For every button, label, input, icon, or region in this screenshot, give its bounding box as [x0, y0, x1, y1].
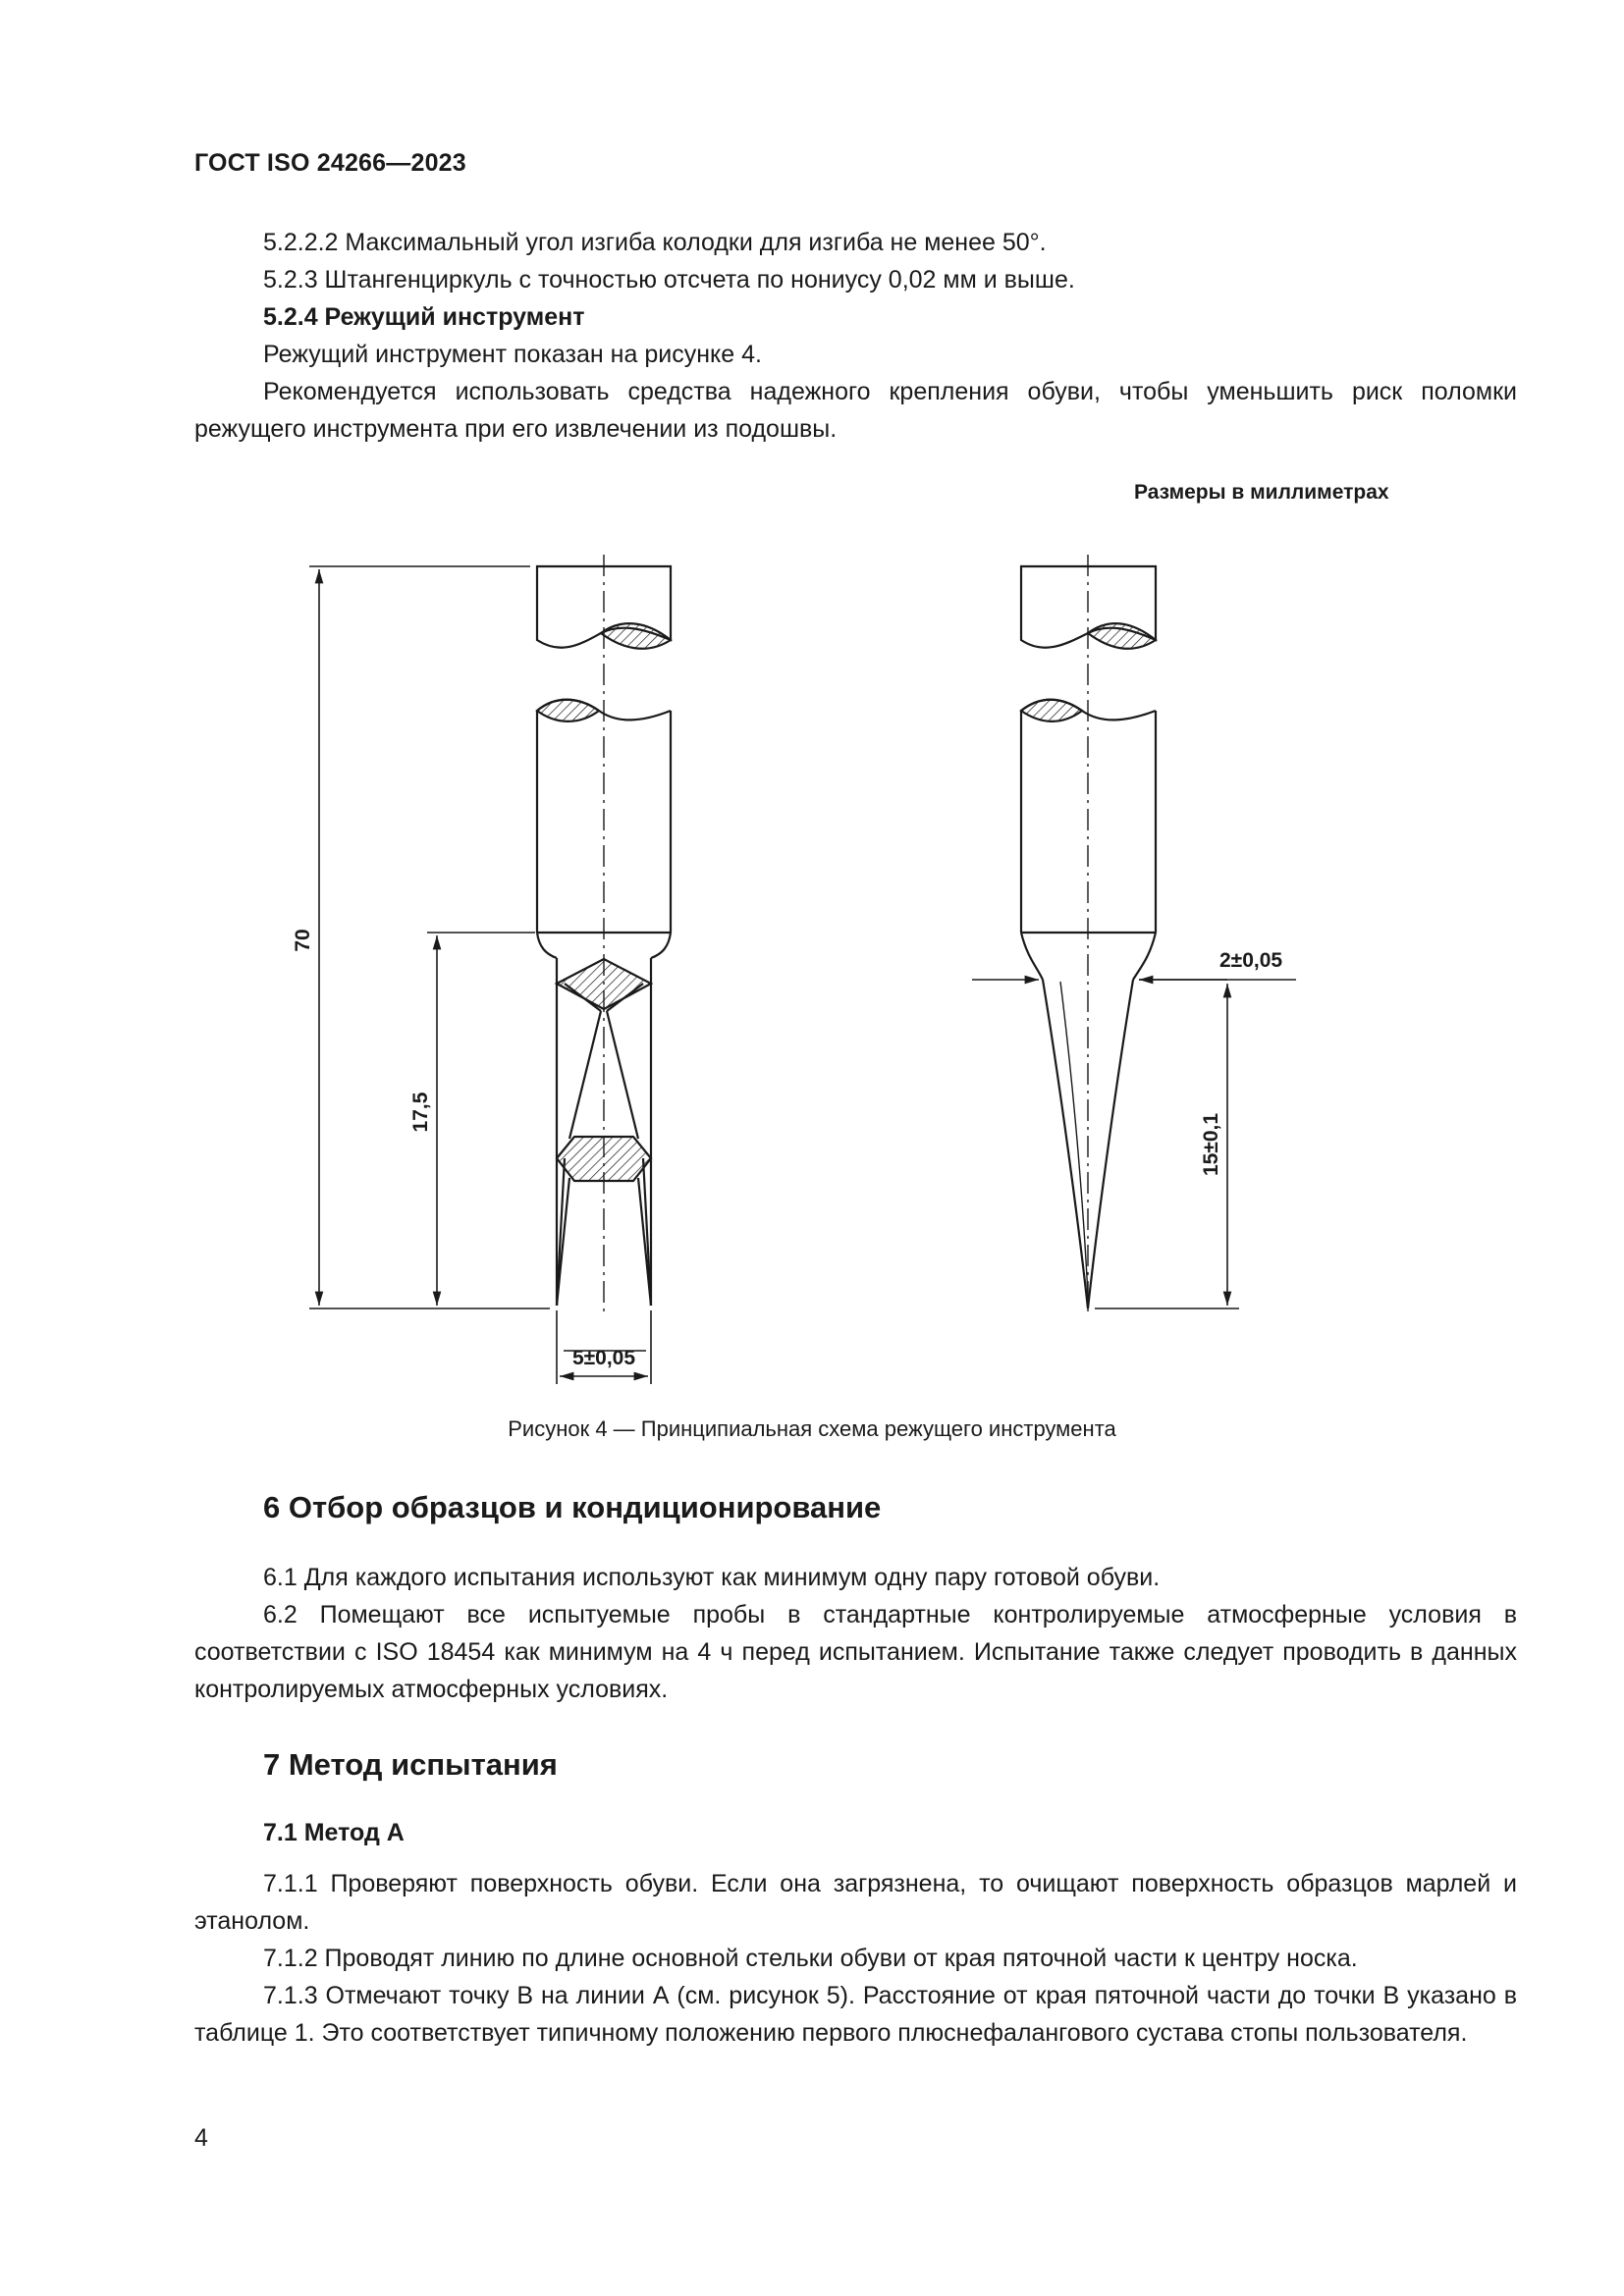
document-code-header: ГОСТ ISO 24266—2023 [194, 149, 466, 177]
section-6-title: 6 Отбор образцов и кондиционирование [263, 1490, 882, 1524]
paragraph-5-2-3: 5.2.3 Штангенциркуль с точностью отсчета по нониусу 0,02 мм и выше. [263, 266, 1075, 294]
section-7-title: 7 Метод испытания [263, 1747, 558, 1782]
right-dimensions [972, 980, 1296, 1308]
paragraph-figure-reference: Режущий инструмент показан на рисунке 4. [263, 341, 762, 368]
paragraph-7-1-3: 7.1.3 Отмечают точку В на линии А (см. рисунок 5). Расстояние от края пяточной части до точки В указано в таблице 1. Это соответствует типичному положению первого плюснефалангового сустава стопы пользователя. [194, 1982, 1517, 2047]
paragraph-recommendation: Рекомендуется использовать средства надежного крепления обуви, чтобы уменьшить риск поломки режущего инструмента при его извлечении из подошвы. [194, 378, 1517, 443]
left-view [537, 555, 671, 1315]
right-view [1021, 555, 1156, 1315]
paragraph-7-1-1: 7.1.1 Проверяют поверхность обуви. Если она загрязнена, то очищают поверхность образцов марлей и этанолом. [194, 1870, 1517, 1935]
paragraph-6-2: 6.2 Помещают все испытуемые пробы в стандартные контролируемые атмосферные условия в соответствии с ISO 18454 как минимум на 4 ч перед испытанием. Испытание также следует проводить в данных контролируемых атмосферных условиях. [194, 1601, 1517, 1703]
page-number: 4 [194, 2124, 208, 2152]
figure-units-note: Размеры в миллиметрах [1134, 481, 1389, 504]
paragraph-7-1-2: 7.1.2 Проводят линию по длине основной стельки обуви от края пяточной части к центру носка. [263, 1945, 1358, 1972]
dimension-blade-length: 17,5 [409, 1092, 432, 1133]
section-7-body [194, 1865, 1517, 2052]
dimension-taper-length: 15±0,1 [1200, 1112, 1222, 1177]
dimension-tip-offset: 2±0,05 [1219, 949, 1283, 972]
subsection-7-1-title: 7.1 Метод А [263, 1819, 405, 1846]
paragraph-5-2-2-2: 5.2.2.2 Максимальный угол изгиба колодки для изгиба не менее 50°. [263, 229, 1047, 256]
section-6-body [194, 1559, 1517, 1708]
dimension-width: 5±0,05 [571, 1347, 636, 1369]
paragraph-6-1: 6.1 Для каждого испытания используют как минимум одну пару готовой обуви. [263, 1564, 1161, 1591]
heading-5-2-4: 5.2.4 Режущий инструмент [263, 303, 585, 331]
figure-caption: Рисунок 4 — Принципиальная схема режущего инструмента [508, 1416, 1116, 1441]
dimension-total-length: 70 [292, 929, 314, 952]
